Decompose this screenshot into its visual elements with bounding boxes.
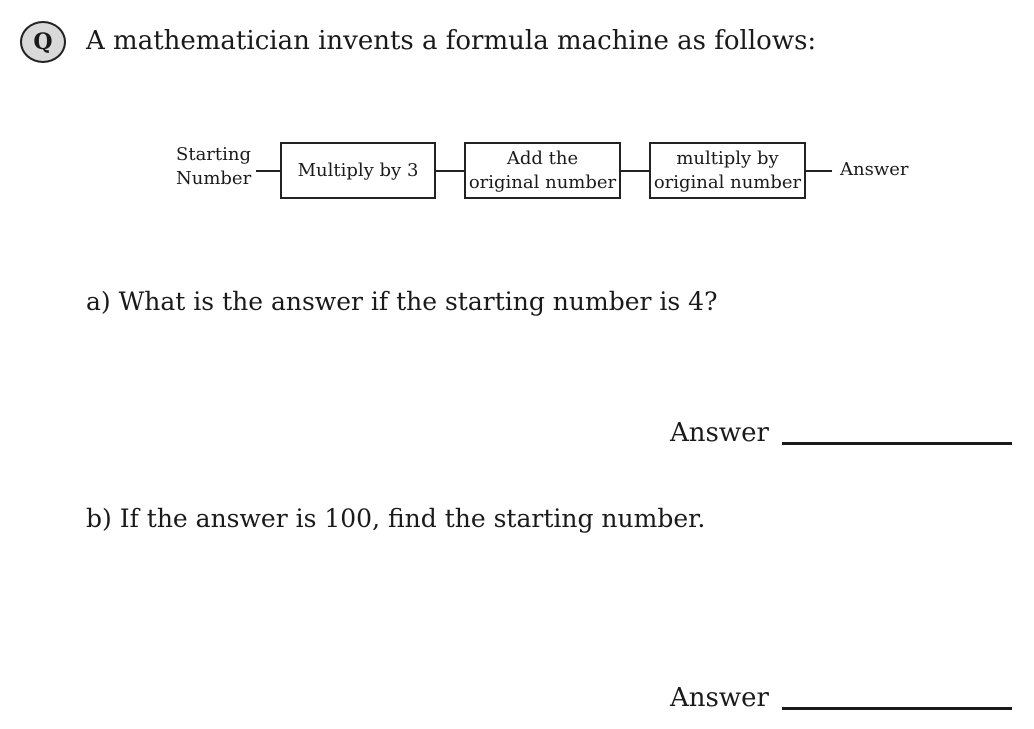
connector-line — [621, 170, 649, 172]
stage-box-text: original number — [653, 171, 802, 193]
stage-box-add-original — [464, 142, 621, 199]
starting-number-label-line: Starting — [176, 144, 252, 165]
question-text: A mathematician invents a formula machine as follows: — [86, 26, 817, 56]
question-badge: Q — [20, 21, 66, 63]
stage-box-text: Multiply by 3 — [297, 159, 419, 181]
part-b-question: b) If the answer is 100, find the starting number. — [86, 504, 706, 533]
stage-box-multiply-by-3 — [280, 142, 436, 199]
stage-box-text: Add the — [506, 147, 579, 169]
connector-line — [256, 170, 280, 172]
stage-box-text: original number — [468, 171, 617, 193]
stage-box-text: multiply by — [676, 147, 779, 169]
connector-line — [806, 170, 832, 172]
part-b-answer-line[interactable] — [782, 707, 1012, 710]
stage-box-multiply-by-original — [649, 142, 806, 199]
starting-number-label — [176, 143, 251, 191]
part-a-answer-line[interactable] — [782, 442, 1012, 445]
part-b-answer-label: Answer — [670, 683, 769, 713]
answer-output-label: Answer — [840, 159, 909, 180]
part-a-question: a) What is the answer if the starting number is 4? — [86, 287, 718, 316]
part-a-answer-label: Answer — [670, 418, 769, 448]
connector-line — [436, 170, 464, 172]
starting-number-label-line: Number — [176, 168, 252, 189]
